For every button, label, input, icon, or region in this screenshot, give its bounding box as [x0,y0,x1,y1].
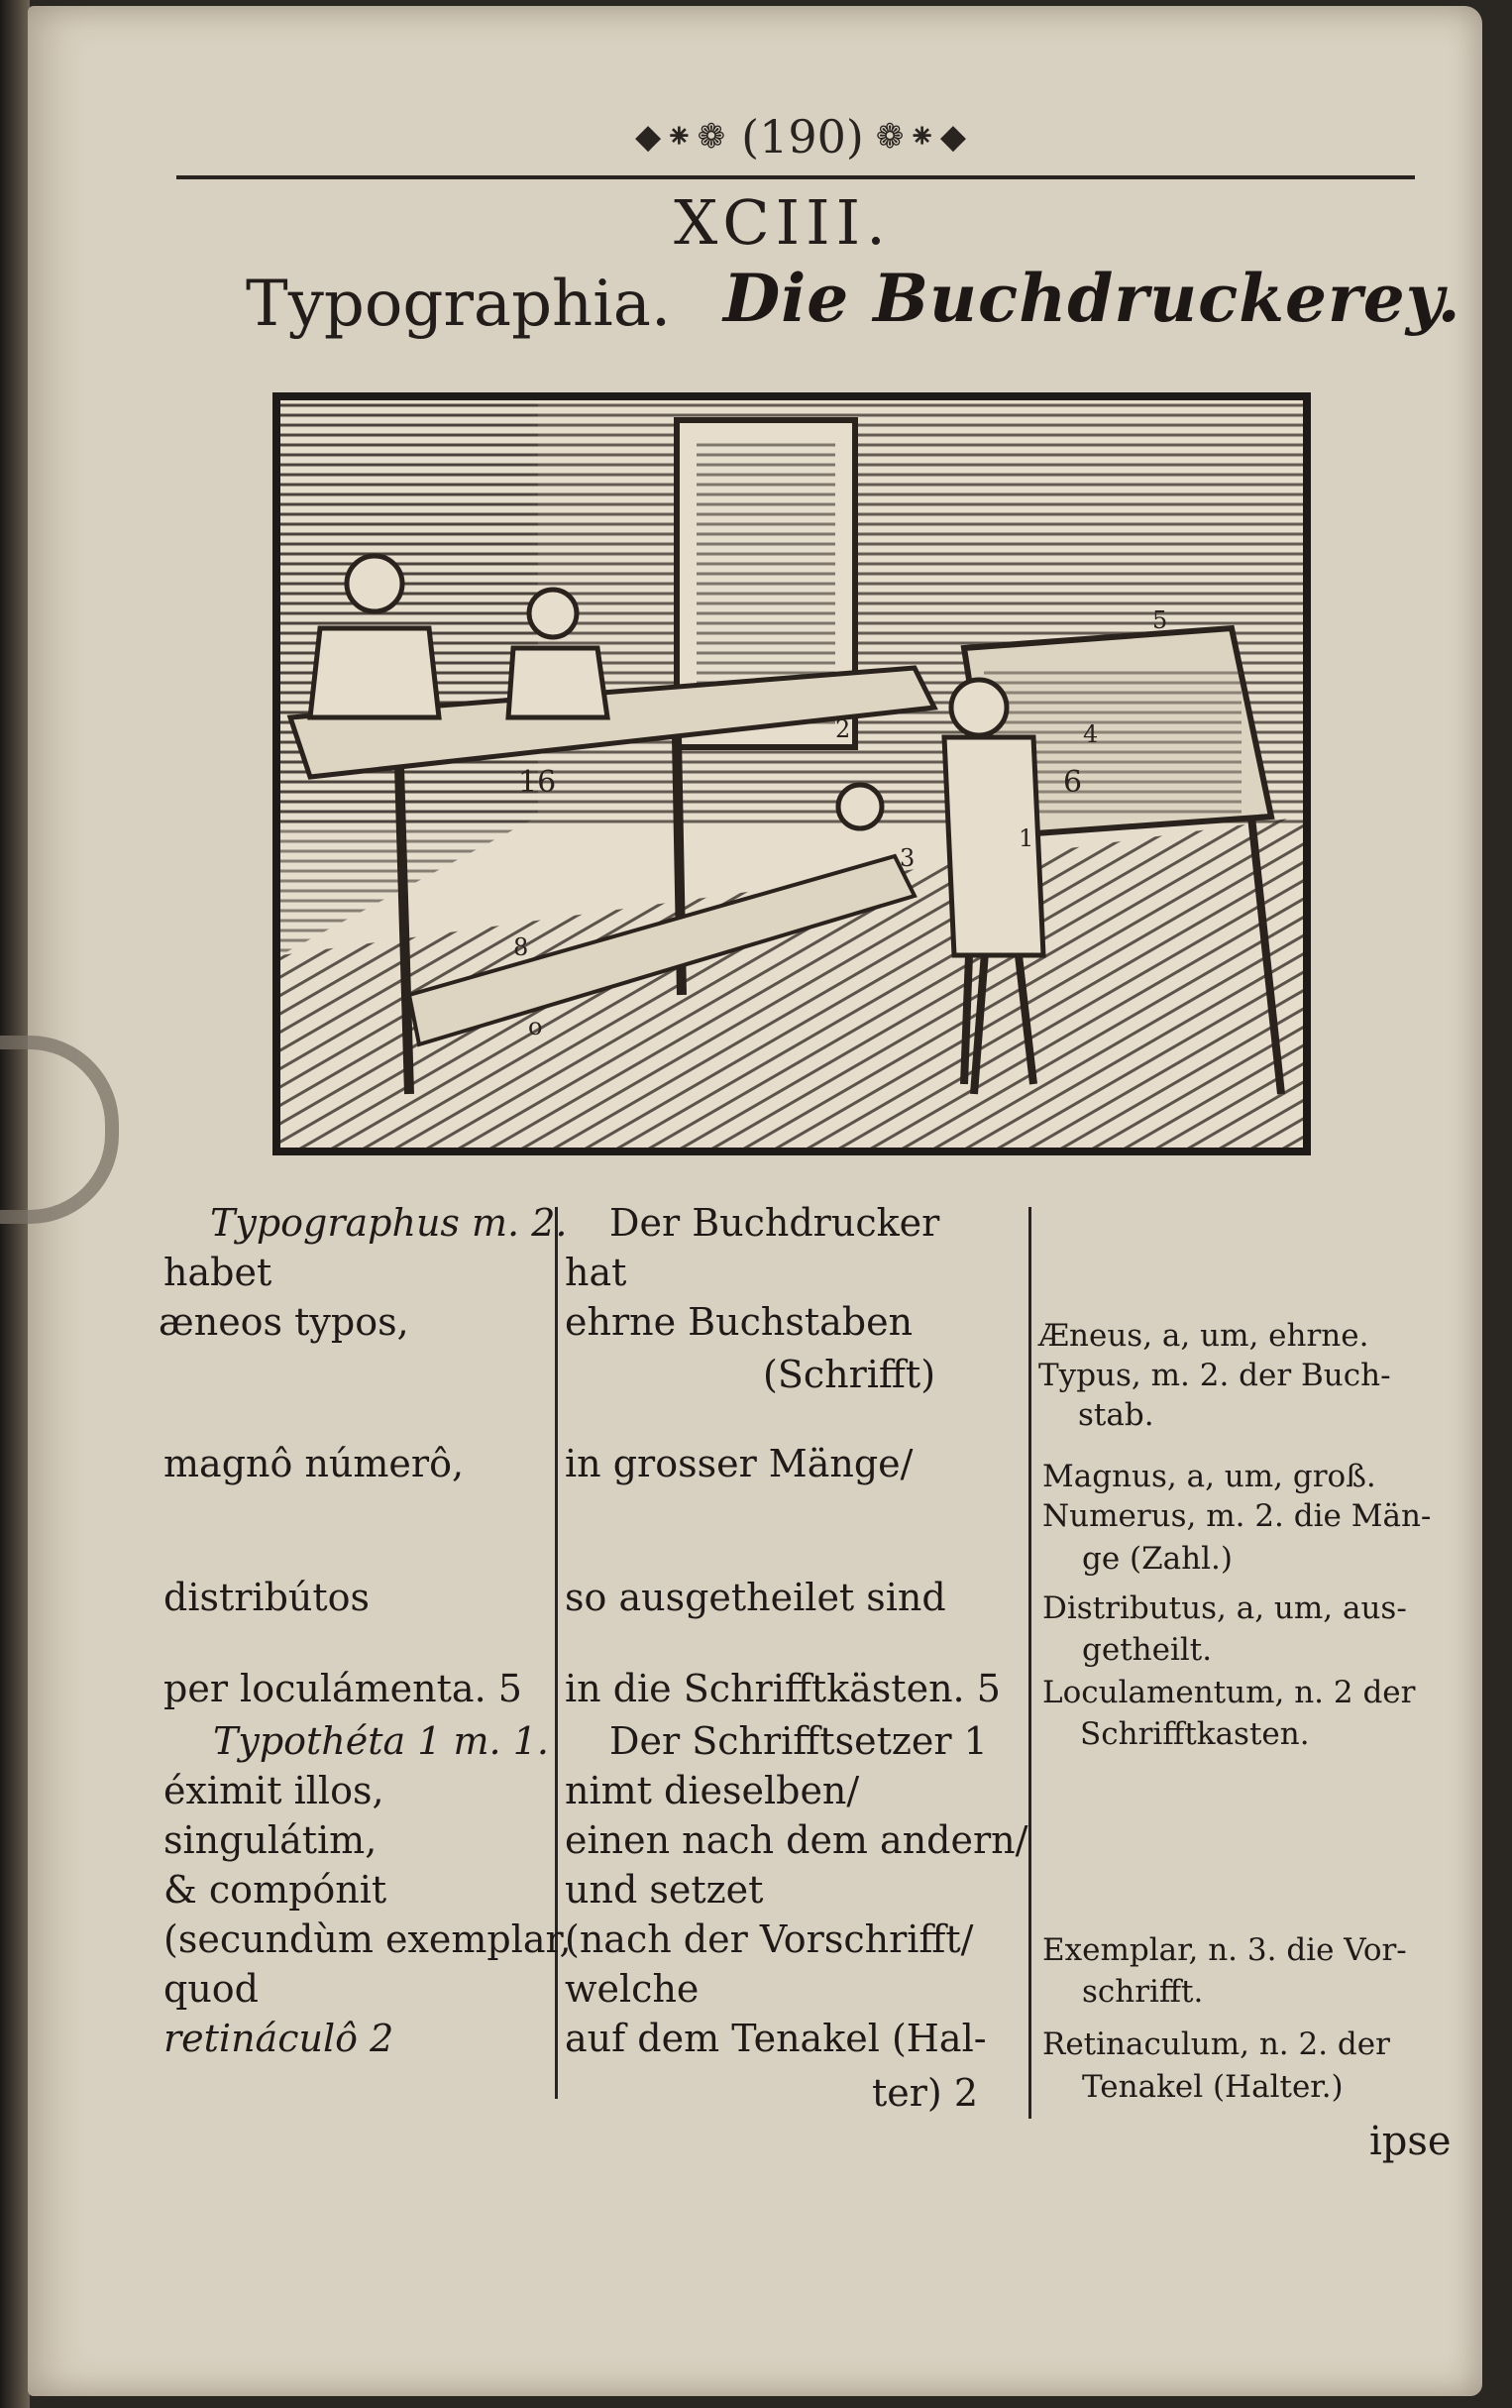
latin-line: singulátim, [163,1818,378,1862]
woodcut-number-16: 16 [518,765,557,800]
woodcut-number-3: 3 [900,844,916,872]
german-line: in grosser Mänge/ [565,1442,914,1485]
vocab-line: ge (Zahl.) [1082,1541,1233,1577]
header-rule [176,175,1415,179]
german-line: welche [565,1967,700,2011]
latin-line: & compónit [163,1868,387,1912]
latin-line: distribútos [163,1576,371,1619]
woodcut-number-4: 4 [1083,720,1099,748]
vocab-line: Tenakel (Halter.) [1082,2069,1344,2105]
german-line: auf dem Tenakel (Hal- [565,2017,987,2060]
latin-line: habet [163,1251,272,1294]
latin-line: æneos typos, [159,1300,409,1344]
chapter-number: XCIII. [674,186,892,259]
woodcut-number-1: 1 [1019,824,1034,852]
german-line: (Schrifft) [763,1353,936,1396]
woodcut-number-8: 8 [513,933,529,961]
woodcut-number-5: 5 [1152,606,1168,634]
printing-shop-woodcut [272,392,1311,1155]
compositor-head [951,680,1007,735]
vocab-line: Retinaculum, n. 2. der [1042,2026,1390,2062]
woodcut-number-6: 6 [1063,765,1083,800]
vocab-line: Æneus, a, um, ehrne. [1038,1318,1369,1354]
latin-line: Typographus m. 2. [210,1201,568,1245]
german-line: einen nach dem andern/ [565,1818,1028,1862]
vocab-line: schrifft. [1082,1974,1204,2010]
german-line: ehrne Buchstaben [565,1300,914,1344]
column-divider-1 [555,1207,558,2099]
latin-line: quod [163,1967,260,2011]
worker-head-1 [347,556,402,611]
german-line: Der Buchdrucker [609,1201,940,1245]
woodcut-number-o: o [528,1013,543,1040]
german-line: so ausgetheilet sind [565,1576,946,1619]
german-line: in die Schrifftkästen. 5 [565,1667,1001,1710]
vocab-line: Exemplar, n. 3. die Vor- [1042,1932,1407,1968]
ornament-left-icon: ◆⁕❁ [635,117,730,157]
latin-line: (secundùm exemplar, [163,1917,572,1961]
page-header [540,107,1065,166]
title-latin: Typographia. [246,268,672,341]
german-line: ter) 2 [872,2071,979,2115]
german-line: nimt dieselben/ [565,1769,860,1812]
vocab-line: Typus, m. 2. der Buch- [1038,1358,1391,1393]
worker-body-2 [508,648,607,717]
latin-line: per loculámenta. 5 [163,1667,522,1710]
worker-head-2 [529,590,577,637]
column-divider-2 [1028,1207,1031,2119]
vocab-line: Schrifftkasten. [1080,1716,1310,1752]
vocab-line: stab. [1078,1397,1154,1433]
woodcut-number-2: 2 [835,715,851,743]
page-number: (190) [741,110,864,164]
german-line: hat [565,1251,627,1294]
vocab-line: Loculamentum, n. 2 der [1042,1675,1416,1710]
vocab-line: Distributus, a, um, aus- [1042,1590,1407,1626]
latin-line: magnô númerô, [163,1442,465,1485]
latin-line: Typothéta 1 m. 1. [213,1719,549,1763]
german-line: (nach der Vorschrifft/ [565,1917,974,1961]
ornament-right-icon: ❁⁕◆ [875,117,970,157]
latin-line: retináculô 2 [163,2017,394,2060]
catchword: ipse [1369,2119,1452,2164]
title-german: Die Buchdruckerey. [723,260,1461,337]
vocab-line: getheilt. [1082,1632,1213,1668]
worker-body-1 [310,628,439,717]
german-line: und setzet [565,1868,764,1912]
latin-line: éximit illos, [163,1769,384,1812]
ink-ball [838,785,882,828]
german-line: Der Schrifftsetzer 1 [609,1719,988,1763]
vocab-line: Magnus, a, um, groß. [1042,1459,1376,1494]
vocab-line: Numerus, m. 2. die Män- [1042,1498,1432,1534]
woodcut-illustration [280,400,1303,1148]
